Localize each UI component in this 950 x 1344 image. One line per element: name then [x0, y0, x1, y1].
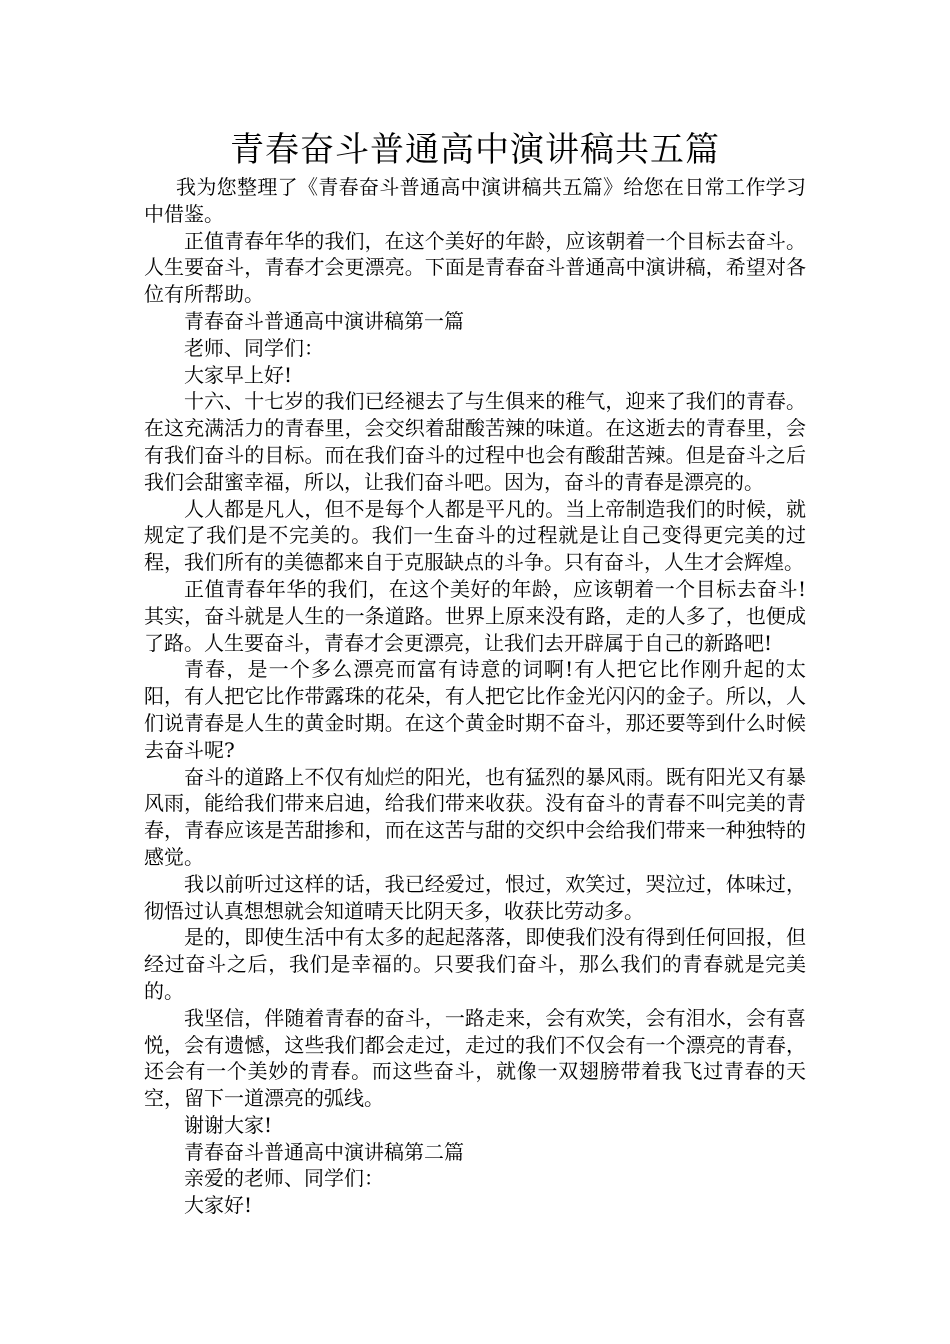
greeting: 大家好!	[184, 1193, 253, 1218]
document-title: 青春奋斗普通高中演讲稿共五篇	[230, 130, 720, 170]
section-heading-first: 青春奋斗普通高中演讲稿第一篇	[184, 308, 464, 333]
body-paragraph: 是的，即使生活中有太多的起起落落，即使我们没有得到任何回报，但经过奋斗之后，我们是幸福的。只要我们奋斗，那么我们的青春就是完美的。	[144, 925, 806, 1003]
salutation: 亲爱的老师、同学们：	[184, 1166, 384, 1191]
body-paragraph: 我坚信，伴随着青春的奋斗，一路走来，会有欢笑，会有泪水，会有喜悦，会有遗憾，这些我们都会走过，走过的我们不仅会有一个漂亮的青春，还会有一个美妙的青春。而这些奋斗，就像一双翅膀带着我飞过青春的天空，留下一道漂亮的弧线。	[144, 1005, 806, 1111]
document-body	[144, 174, 806, 1219]
body-paragraph: 奋斗的道路上不仅有灿烂的阳光，也有猛烈的暴风雨。既有阳光又有暴风雨，能给我们带来启迪，给我们带来收获。没有奋斗的青春不叫完美的青春，青春应该是苦甜掺和，而在这苦与甜的交织中会给我们带来一种独特的感觉。	[144, 764, 806, 869]
body-paragraph: 正值青春年华的我们，在这个美好的年龄，应该朝着一个目标去奋斗!其实，奋斗就是人生的一条道路。世界上原来没有路，走的人多了，也便成了路。人生要奋斗，青春才会更漂亮，让我们去开辟属于自己的新路吧!	[144, 576, 806, 655]
greeting: 大家早上好!	[184, 362, 293, 387]
body-paragraph: 青春，是一个多么漂亮而富有诗意的词啊!有人把它比作刚升起的太阳，有人把它比作带露珠的花朵，有人把它比作金光闪闪的金子。所以，人们说青春是人生的黄金时期。在这个黄金时期不奋斗，那还要等到什么时候去奋斗呢?	[144, 657, 806, 762]
section-heading-second: 青春奋斗普通高中演讲稿第二篇	[184, 1139, 464, 1164]
closing-thanks: 谢谢大家!	[184, 1112, 273, 1137]
body-paragraph: 十六、十七岁的我们已经褪去了与生俱来的稚气，迎来了我们的青春。在这充满活力的青春里，会交织着甜酸苦辣的味道。在这逝去的青春里，会有我们奋斗的目标。而在我们奋斗的过程中也会有酸甜苦辣。但是奋斗之后我们会甜蜜幸福，所以，让我们奋斗吧。因为，奋斗的青春是漂亮的。	[144, 389, 806, 494]
body-paragraph: 人人都是凡人，但不是每个人都是平凡的。当上帝制造我们的时候，就规定了我们是不完美的。我们一生奋斗的过程就是让自己变得更完美的过程，我们所有的美德都来自于克服缺点的斗争。只有奋斗，人生才会辉煌。	[144, 496, 806, 575]
preface-paragraph: 正值青春年华的我们，在这个美好的年龄，应该朝着一个目标去奋斗。人生要奋斗，青春才会更漂亮。下面是青春奋斗普通高中演讲稿，希望对各位有所帮助。	[144, 228, 806, 307]
intro-paragraph: 我为您整理了《青春奋斗普通高中演讲稿共五篇》给您在日常工作学习中借鉴。	[144, 175, 806, 226]
salutation: 老师、同学们：	[184, 335, 324, 360]
body-paragraph: 我以前听过这样的话，我已经爱过，恨过，欢笑过，哭泣过，体味过，彻悟过认真想想就会知道晴天比阴天多，收获比劳动多。	[144, 871, 806, 923]
